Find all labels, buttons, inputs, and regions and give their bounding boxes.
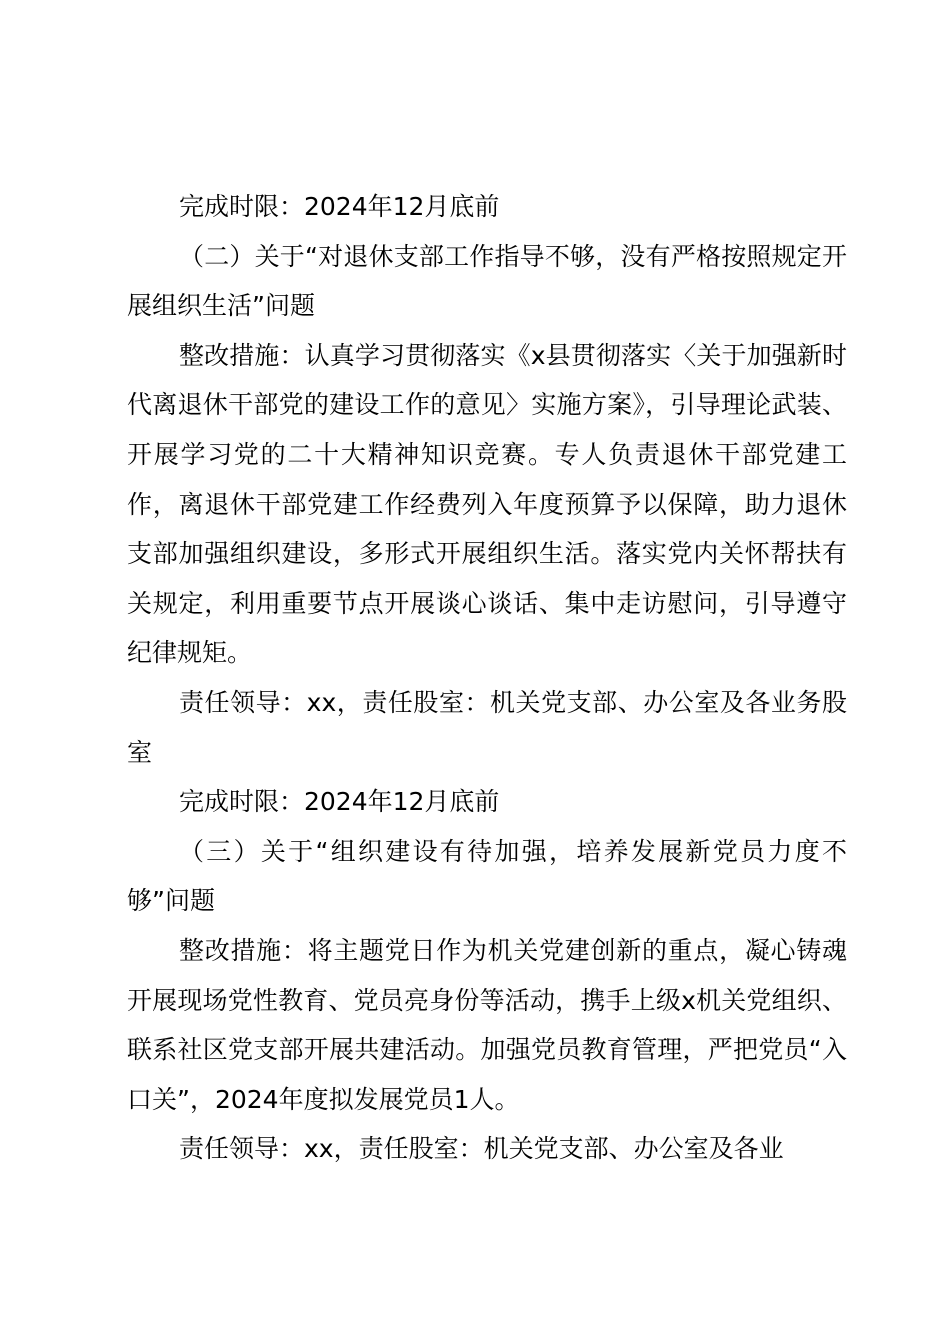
deadline-paragraph: 完成时限：2024年12月底前	[179, 787, 500, 817]
deadline-paragraph: 完成时限：2024年12月底前	[179, 192, 500, 221]
issue-heading-three: （三）关于“组织建设有待加强，培养发展新党员力度不够”问题	[127, 836, 847, 916]
issue-heading-two: （二）关于“对退休支部工作指导不够，没有严格按照规定开展组织生活”问题	[127, 241, 847, 321]
rectification-measures-paragraph: 整改措施：认真学习贯彻落实《x县贯彻落实〈关于加强新时代离退休干部党的建设工作的意见〉实施方案》，引导理论武装、开展学习党的二十大精神知识竞赛。专人负责退休干部党建工作，离退休干部党建工作经费列入年度预算予以保障，助力退休支部加强组织建设，多形式开展组织生活。落实党内关怀帮扶有关规定，利用重要节点开展谈心谈话、集中走访慰问，引导遵守纪律规矩。	[127, 340, 847, 668]
rectification-measures-paragraph: 整改措施：将主题党日作为机关党建创新的重点，凝心铸魂开展现场党性教育、党员亮身份等活动，携手上级x机关党组织、联系社区党支部开展共建活动。加强党员教育管理，严把党员“入口关”，2024年度拟发展党员1人。	[127, 935, 847, 1114]
responsibility-paragraph: 责任领导：xx，责任股室：机关党支部、办公室及各业务股室	[127, 687, 847, 767]
responsibility-paragraph: 责任领导：xx，责任股室：机关党支部、办公室及各业	[179, 1134, 784, 1164]
document-body	[127, 182, 847, 1174]
